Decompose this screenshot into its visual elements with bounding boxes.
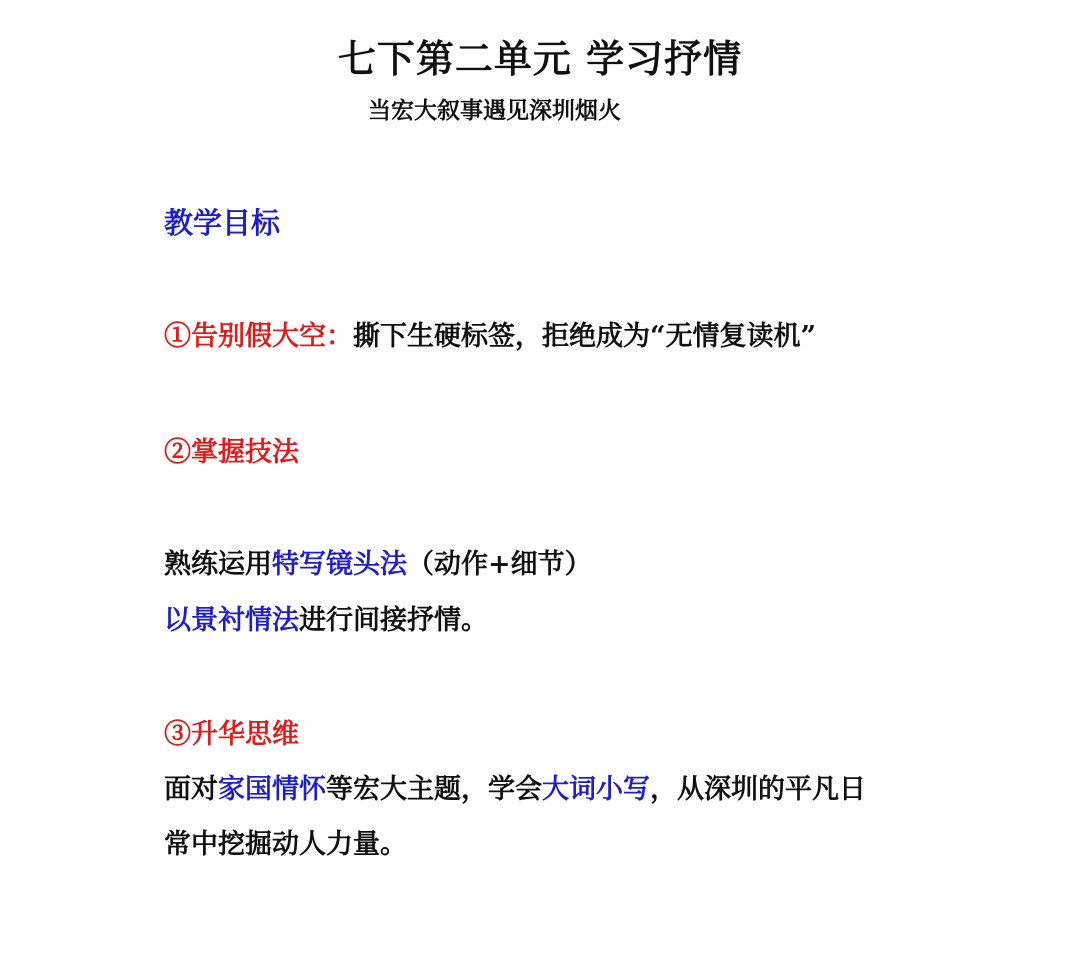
goal-2-label: ②掌握技法	[164, 437, 299, 468]
document-subtitle: 当宏大叙事遇见深圳烟火	[368, 97, 621, 124]
goal-2-line-2	[164, 598, 488, 637]
goal-3-label: ③升华思维	[164, 719, 299, 750]
goal-3-line-1-suffix: ，从深圳的平凡日	[650, 774, 866, 805]
goal-3-line-1-middle: 等宏大主题，学会	[326, 774, 542, 805]
goal-3-line-2: 常中挖掘动人力量。	[164, 829, 407, 860]
goal-2-line-1-suffix: （动作+细节）	[407, 549, 592, 580]
goal-3-line-1	[164, 767, 866, 806]
goal-2-highlight-scenery: 以景衬情法	[164, 605, 299, 636]
document-title: 七下第二单元 学习抒情	[337, 36, 743, 81]
goal-2-highlight-closeup: 特写镜头法	[272, 549, 407, 580]
goal-3-highlight-patriotism: 家国情怀	[218, 774, 326, 805]
goal-2-line-2-suffix: 进行间接抒情。	[299, 605, 488, 636]
goals-heading: 教学目标	[164, 206, 281, 240]
goal-3-line-1-prefix: 面对	[164, 774, 218, 805]
goal-2-line-1-prefix: 熟练运用	[164, 549, 272, 580]
goal-1-line	[164, 314, 816, 353]
goal-2-line-1	[164, 542, 592, 581]
goal-3-highlight-big-word-small: 大词小写	[542, 774, 650, 805]
goal-1-label: ①告别假大空：	[164, 321, 353, 352]
goal-1-text: 撕下生硬标签，拒绝成为“无情复读机”	[353, 321, 817, 352]
